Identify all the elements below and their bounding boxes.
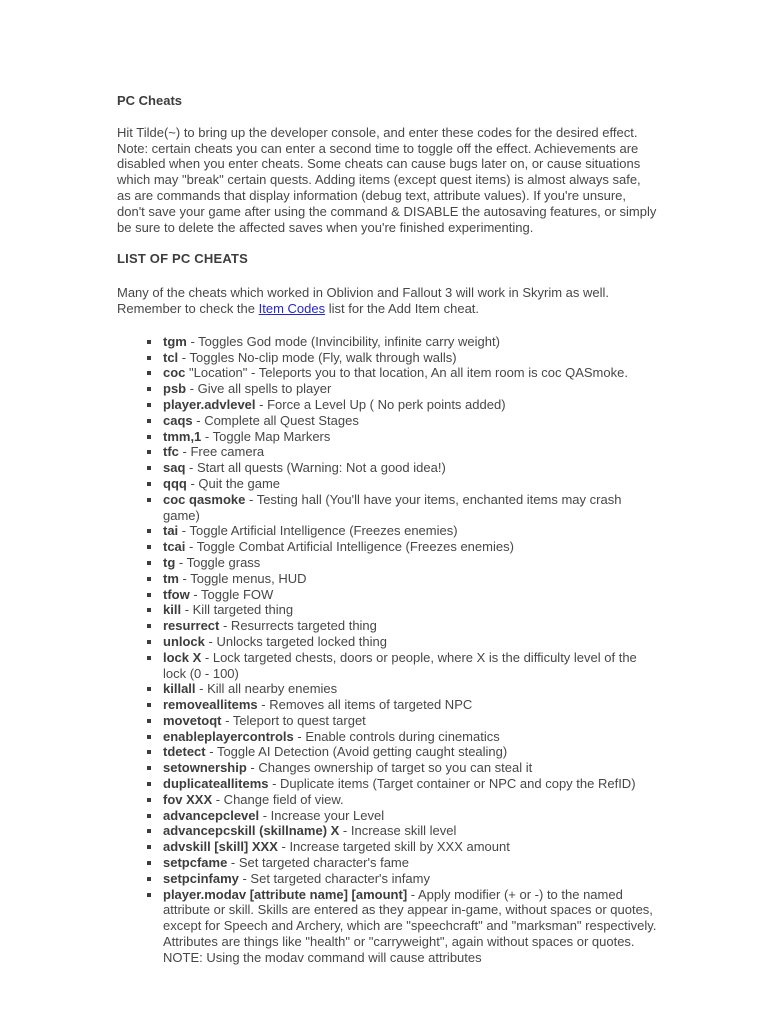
list-item <box>117 539 657 555</box>
cheat-code: advancepclevel <box>163 807 260 823</box>
cheat-desc: - Toggle FOW <box>189 586 274 602</box>
cheat-code: player.modav [attribute name] [amount] <box>163 886 408 902</box>
cheat-code: tdetect <box>163 744 206 760</box>
cheats-list <box>117 334 657 966</box>
cheat-desc: - Complete all Quest Stages <box>192 412 359 428</box>
list-item <box>117 823 657 839</box>
list-item <box>117 855 657 871</box>
list-item <box>117 365 657 381</box>
item-codes-link[interactable]: Item Codes <box>258 300 326 316</box>
section-heading: LIST OF PC CHEATS <box>117 251 248 267</box>
cheat-code: tg <box>163 554 176 570</box>
cheat-code: psb <box>163 381 187 397</box>
cheat-desc: - Toggle AI Detection (Avoid getting caught stealing) <box>205 744 508 760</box>
cheat-desc: - Toggle Map Markers <box>201 428 331 444</box>
cheat-desc: - Apply modifier (+ or -) to the named attribute or skill. Skills are entered as they appear in-game, without spaces or quotes, except for Speech and Archery, which are "speechcraft" and "marksman" respectively. Attributes are things like "health" or "carryweight", again without spaces or quotes. NOTE: Using the modav command will cause attributes <box>163 886 657 965</box>
intro-paragraph: Hit Tilde(~) to bring up the developer console, and enter these codes for the desired effect. Note: certain cheats you can enter a second time to toggle off the effect. Achievements are disabled when you enter cheats. Some cheats can cause bugs later on, or cause situations which may "break" certain quests. Adding items (except quest items) is almost always safe, as are commands that display information (debug text, attribute values). If you're unsure, don't save your game after using the command & DISABLE the autosaving features, or simply be sure to delete the affected saves when you're finished experimenting. <box>117 124 657 235</box>
cheat-desc: - Teleport to quest target <box>221 712 366 728</box>
list-item <box>117 523 657 539</box>
page-title: PC Cheats <box>117 93 183 108</box>
cheat-code: removeallitems <box>163 697 258 713</box>
cheat-desc: - Toggle menus, HUD <box>178 570 307 586</box>
cheat-code: tai <box>163 523 179 539</box>
list-item <box>117 839 657 855</box>
cheat-desc: - Lock targeted chests, doors or people, where X is the difficulty level of the lock (0 - 100) <box>163 649 637 681</box>
cheat-code: advskill [skill] XXX <box>163 839 278 855</box>
list-item <box>117 776 657 792</box>
cheat-code: unlock <box>163 633 205 649</box>
cheat-code: enableplayercontrols <box>163 728 294 744</box>
cheat-desc: - Toggles God mode (Invincibility, infinite carry weight) <box>186 333 500 349</box>
list-item <box>117 429 657 445</box>
document-content <box>117 93 657 966</box>
list-item <box>117 697 657 713</box>
cheat-code: lock X <box>163 649 202 665</box>
cheat-code: player.advlevel <box>163 396 256 412</box>
cheat-desc: - Toggle Combat Artificial Intelligence (Freezes enemies) <box>185 539 514 555</box>
cheat-desc: "Location" - Teleports you to that location, An all item room is coc QASmoke. <box>185 365 628 381</box>
list-item <box>117 808 657 824</box>
cheat-desc: - Set targeted character's fame <box>227 855 409 871</box>
list-item <box>117 334 657 350</box>
list-item <box>117 792 657 808</box>
cheat-desc: - Set targeted character's infamy <box>238 870 430 886</box>
cheat-code: tcai <box>163 539 186 555</box>
cheat-code: killall <box>163 681 196 697</box>
cheat-code: resurrect <box>163 618 220 634</box>
list-item <box>117 681 657 697</box>
cheat-desc: - Kill targeted thing <box>181 602 294 618</box>
cheat-code: tcl <box>163 349 179 365</box>
cheat-code: setpcinfamy <box>163 870 239 886</box>
cheat-code: tm <box>163 570 179 586</box>
list-item <box>117 744 657 760</box>
cheat-code: setpcfame <box>163 855 228 871</box>
list-item <box>117 887 657 966</box>
cheat-code: duplicateallitems <box>163 776 269 792</box>
cheat-code: tfc <box>163 444 179 460</box>
list-item <box>117 350 657 366</box>
list-item <box>117 460 657 476</box>
cheat-code: caqs <box>163 412 193 428</box>
cheat-code: setownership <box>163 760 247 776</box>
list-item <box>117 476 657 492</box>
list-item <box>117 555 657 571</box>
cheat-code: tmm,1 <box>163 428 202 444</box>
cheat-desc: - Testing hall (You'll have your items, enchanted items may crash game) <box>163 491 622 523</box>
cheat-desc: - Start all quests (Warning: Not a good idea!) <box>185 460 446 476</box>
cheat-desc: - Force a Level Up ( No perk points added) <box>255 396 506 412</box>
cheat-desc: - Changes ownership of target so you can steal it <box>246 760 533 776</box>
cheat-desc: - Duplicate items (Target container or NPC and copy the RefID) <box>268 776 636 792</box>
cheat-desc: - Free camera <box>178 444 265 460</box>
cheat-code: tfow <box>163 586 190 602</box>
cheat-code: tgm <box>163 333 187 349</box>
cheat-desc: - Removes all items of targeted NPC <box>257 697 473 713</box>
cheat-desc: - Kill all nearby enemies <box>195 681 338 697</box>
cheat-code: coc qasmoke <box>163 491 246 507</box>
cheat-desc: - Increase targeted skill by XXX amount <box>277 839 510 855</box>
cheat-desc: - Toggles No-clip mode (Fly, walk through walls) <box>178 349 457 365</box>
list-item <box>117 587 657 603</box>
list-item <box>117 650 657 682</box>
cheat-code: fov XXX <box>163 791 213 807</box>
cheat-desc: - Give all spells to player <box>186 381 332 397</box>
list-item <box>117 618 657 634</box>
section-intro-paragraph <box>117 285 657 317</box>
list-item <box>117 492 657 524</box>
cheat-code: qqq <box>163 475 187 491</box>
list-item <box>117 413 657 429</box>
section-intro-text-before: Many of the cheats which worked in Oblivion and Fallout 3 will work in Skyrim as well. Remember to check the <box>117 285 610 316</box>
list-item <box>117 634 657 650</box>
cheat-desc: - Toggle grass <box>175 554 261 570</box>
cheat-desc: - Change field of view. <box>212 791 344 807</box>
cheat-code: coc <box>163 365 186 381</box>
section-intro-text-after: list for the Add Item cheat. <box>325 300 480 316</box>
cheat-code: advancepcskill (skillname) X <box>163 823 340 839</box>
list-item <box>117 397 657 413</box>
cheat-code: kill <box>163 602 182 618</box>
list-item <box>117 381 657 397</box>
list-item <box>117 760 657 776</box>
cheat-desc: - Toggle Artificial Intelligence (Freezes enemies) <box>178 523 458 539</box>
cheat-desc: - Unlocks targeted locked thing <box>204 633 388 649</box>
cheat-code: saq <box>163 460 186 476</box>
list-item <box>117 602 657 618</box>
cheat-desc: - Increase your Level <box>259 807 385 823</box>
cheat-desc: - Quit the game <box>186 475 281 491</box>
list-item <box>117 444 657 460</box>
list-item <box>117 729 657 745</box>
list-item <box>117 571 657 587</box>
list-item <box>117 713 657 729</box>
cheat-desc: - Enable controls during cinematics <box>293 728 500 744</box>
cheat-code: movetoqt <box>163 712 222 728</box>
list-item <box>117 871 657 887</box>
cheat-desc: - Resurrects targeted thing <box>219 618 377 634</box>
cheat-desc: - Increase skill level <box>339 823 457 839</box>
